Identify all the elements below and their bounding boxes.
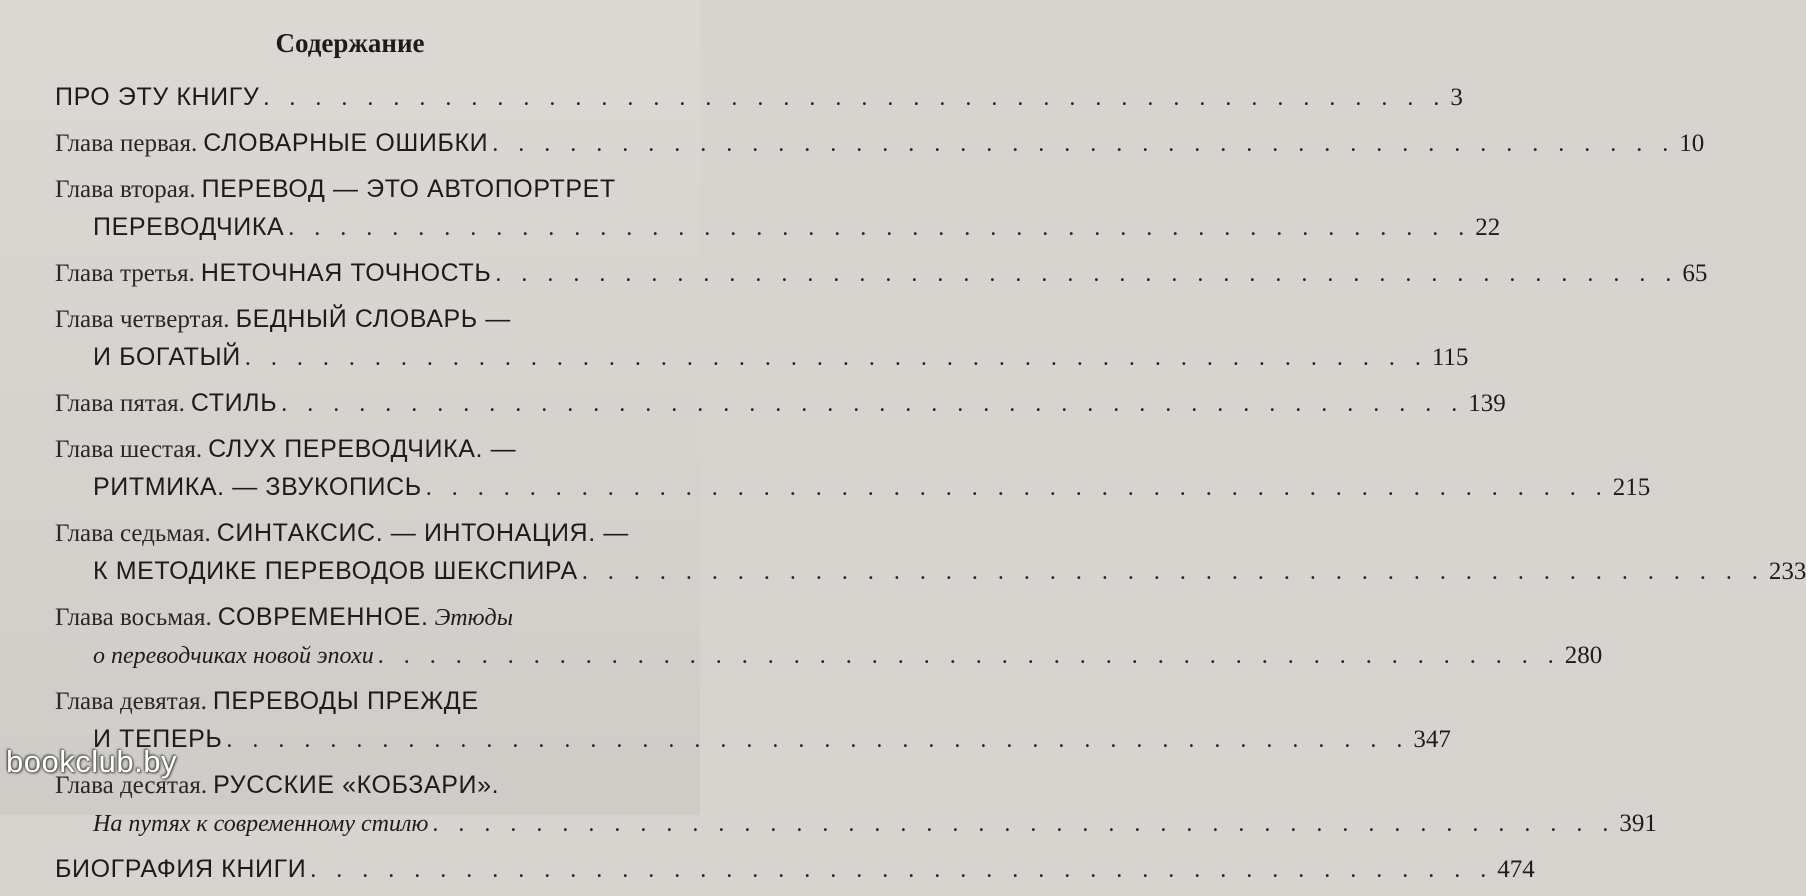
page-title: Содержание [275,28,425,58]
chapter-title: НЕТОЧНАЯ ТОЧНОСТЬ [200,259,492,287]
toc-line [55,384,1506,422]
dot-leader: . . . . . . . . . . . . . . . . . . . . . . . . . . . . . . . . . . . . . . . . . . . . . . [226,727,1410,753]
section-title: БИОГРАФИЯ КНИГИ [55,855,307,883]
dot-leader: . . . . . . . . . . . . . . . . . . . . . . . . . . . . . . . . . . . . . . . . . . . . . . [281,391,1465,417]
dot-leader: . . . . . . . . . . . . . . . . . . . . . . . . . . . . . . . . . . . . . . . . . . . . . . [310,857,1494,883]
chapter-title: БЕДНЫЙ СЛОВАРЬ — [235,305,511,333]
page-number: 139 [1468,390,1506,417]
chapter-title: СЛУХ ПЕРЕВОДЧИКА. — [208,435,517,463]
dot-leader: . . . . . . . . . . . . . . . . . . . . . . . . . . . . . . . . . . . . . . . . . . . . . . [432,811,1616,837]
chapter-title: РУССКИЕ «КОБЗАРИ». [213,771,500,799]
dot-leader: . . . . . . . . . . . . . . . . . . . . . . . . . . . . . . . . . . . . . . . . . . . . . . [244,345,1428,371]
chapter-label: Глава восьмая. [55,604,212,631]
page-number: 65 [1682,260,1708,287]
chapter-label: Глава шестая. [55,436,203,463]
site-watermark: bookclub.by [6,744,177,779]
chapter-title: ПЕРЕВОДЫ ПРЕЖДЕ [212,687,479,715]
toc-entry [55,124,1705,162]
chapter-title-continued: И ТЕПЕРЬ [93,725,223,753]
toc-entry [55,430,1651,506]
toc-line-continued [55,208,1501,246]
chapter-label: Глава первая. [55,130,198,157]
toc-line [55,850,1535,888]
toc-line [55,124,1705,162]
toc-entry [55,170,1501,246]
chapter-label: Глава четвертая. [55,306,230,333]
section-title: ПРО ЭТУ КНИГУ [55,83,260,111]
chapter-label: Глава десятая. [55,772,208,799]
toc-line [55,430,677,468]
chapter-title-continued: К МЕТОДИКЕ ПЕРЕВОДОВ ШЕКСПИРА [93,557,578,585]
page-number: 474 [1497,856,1535,883]
toc-line-continued [55,636,1603,674]
page-number: 280 [1564,642,1603,669]
page-number: 233 [1768,558,1806,585]
page-number: 115 [1431,344,1469,371]
toc-entry [55,254,1708,292]
page-number: 347 [1413,726,1451,753]
chapter-title: СЛОВАРНЫЕ ОШИБКИ [203,129,489,157]
chapter-label: Глава вторая. [55,176,196,203]
dot-leader: . . . . . . . . . . . . . . . . . . . . . . . . . . . . . . . . . . . . . . . . . . . . . . [288,215,1472,241]
page-number: 215 [1612,474,1651,501]
chapter-title: ПЕРЕВОД — ЭТО АВТОПОРТРЕТ [201,175,616,203]
chapter-title-continued: ПЕРЕВОДЧИКА [93,213,285,241]
toc-entry [55,384,1506,422]
chapter-title: СТИЛЬ [190,389,278,417]
toc-line-continued [55,338,1469,376]
dot-leader: . . . . . . . . . . . . . . . . . . . . . . . . . . . . . . . . . . . . . . . . . . . . . . [377,643,1561,669]
toc-line [55,300,677,338]
dot-leader: . . . . . . . . . . . . . . . . . . . . . . . . . . . . . . . . . . . . . . . . . . . . . . [263,85,1447,111]
chapter-title: СОВРЕМЕННОЕ. [217,603,429,631]
page-number: 391 [1619,810,1657,837]
toc-line [55,78,1463,116]
page-number: 10 [1679,130,1705,157]
dot-leader: . . . . . . . . . . . . . . . . . . . . . . . . . . . . . . . . . . . . . . . . . . . . . . [425,475,1609,501]
dot-leader: . . . . . . . . . . . . . . . . . . . . . . . . . . . . . . . . . . . . . . . . . . . . . . [495,261,1679,287]
toc-line [55,514,677,552]
toc-line [55,254,1708,292]
toc-entry [55,598,1603,674]
chapter-label: Глава третья. [55,260,195,287]
dot-leader: . . . . . . . . . . . . . . . . . . . . . . . . . . . . . . . . . . . . . . . . . . . . . . [492,131,1676,157]
chapter-subtitle-continued: о переводчиках новой эпохи [93,643,374,669]
toc-line [55,598,677,636]
toc-line-continued [55,804,1657,842]
chapter-subtitle-continued: На путях к современному стилю [93,811,429,837]
chapter-title: СИНТАКСИС. — ИНТОНАЦИЯ. — [216,519,629,547]
page-number: 3 [1450,84,1463,111]
toc-entry [55,300,1469,376]
chapter-title-continued: И БОГАТЫЙ [93,343,241,371]
toc-entry [55,78,1463,116]
chapter-label: Глава пятая. [55,390,185,417]
chapter-label: Глава седьмая. [55,520,211,547]
chapter-label: Глава девятая. [55,688,207,715]
toc-line [55,170,677,208]
toc-entry [55,514,1806,590]
dot-leader: . . . . . . . . . . . . . . . . . . . . . . . . . . . . . . . . . . . . . . . . . . . . . . [581,559,1765,585]
toc-line-continued [55,468,1651,506]
chapter-title-continued: РИТМИКА. — ЗВУКОПИСЬ [93,473,422,501]
toc-entry [55,850,1535,888]
toc-line-continued [55,552,1806,590]
page-number: 22 [1475,214,1501,241]
chapter-subtitle: Этюды [434,605,513,631]
toc-line [55,682,677,720]
